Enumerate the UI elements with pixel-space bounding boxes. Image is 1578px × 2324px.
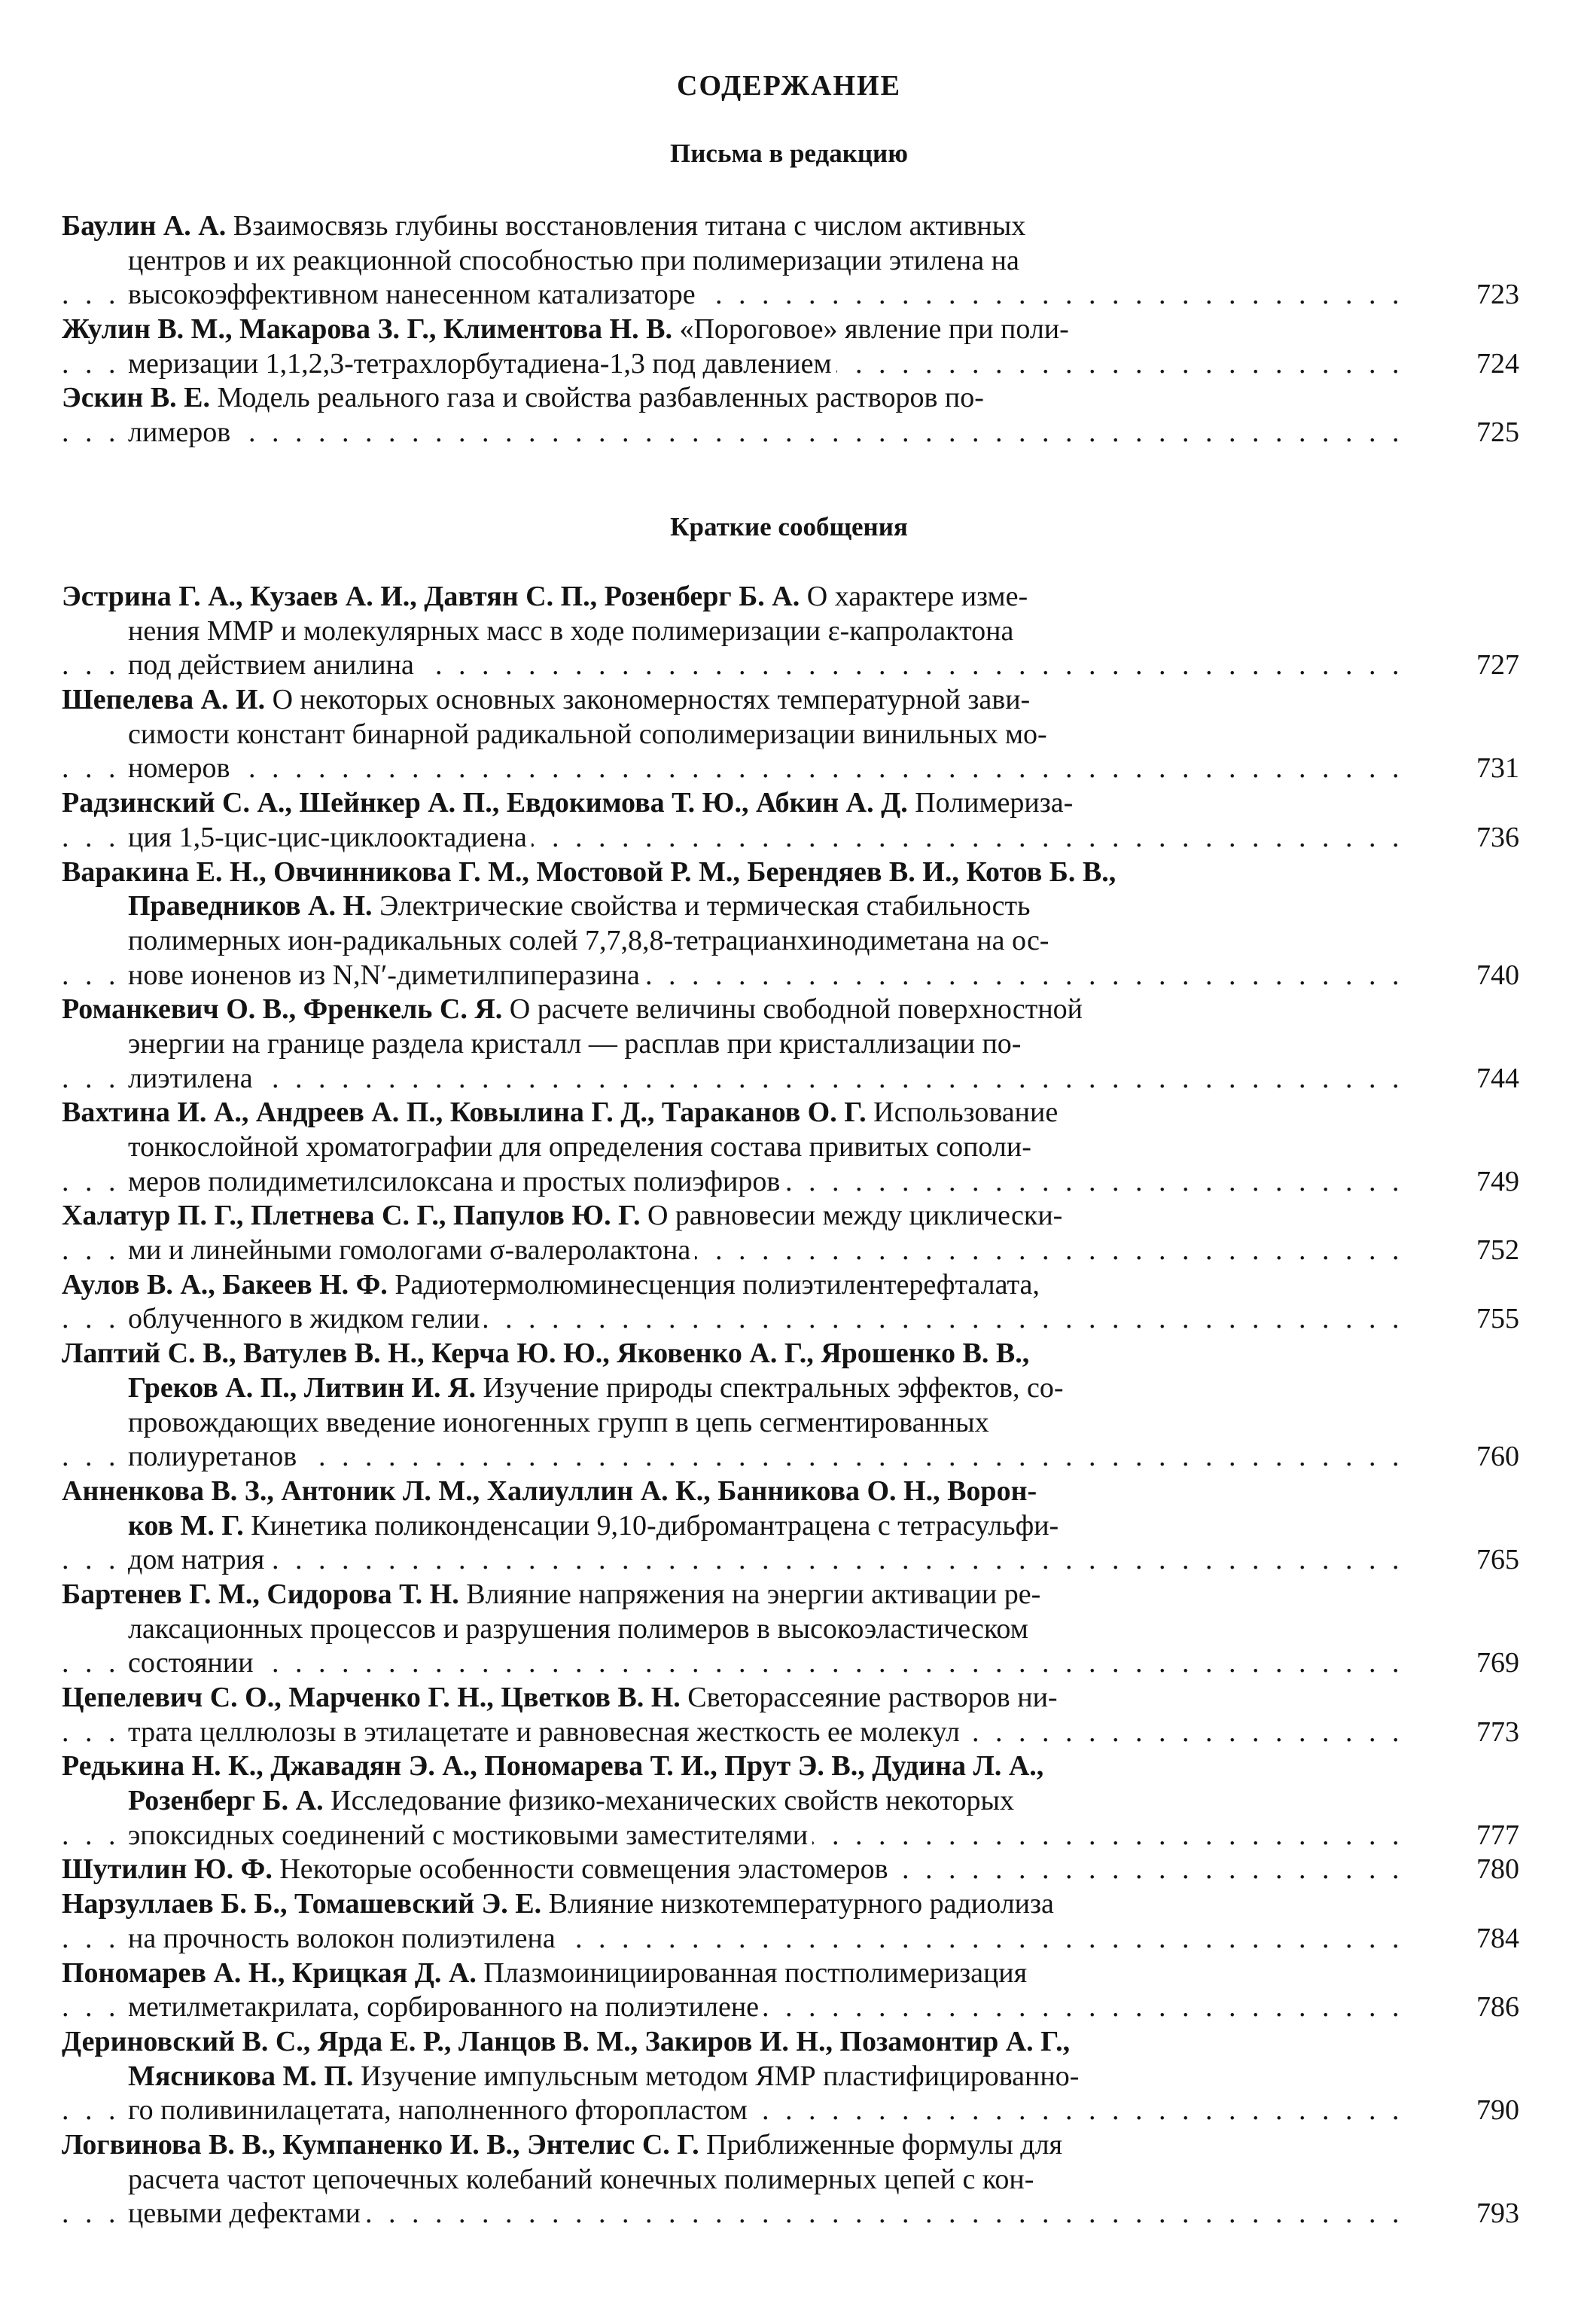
entry-page-number: 777 [1436, 1819, 1519, 1853]
toc-entry-line [62, 924, 1519, 959]
entry-title-text: цевыми дефектами [128, 2197, 361, 2230]
toc-entry-line [62, 1922, 1519, 1956]
entry-title-text: Взаимосвязь глубины восстановления титана с числом активных [233, 210, 1026, 242]
toc-entry-line [62, 1062, 1519, 1096]
toc-entry [62, 1956, 1519, 2025]
entry-page-number: 755 [1436, 1302, 1519, 1337]
toc-entry-line [62, 209, 1519, 244]
entry-page-number: 736 [1436, 821, 1519, 855]
toc-entry-line [62, 1165, 1519, 1200]
toc-entry-line [62, 1130, 1519, 1165]
toc-entry-line [62, 1199, 1519, 1234]
toc-entry-line [62, 683, 1519, 718]
toc-entry [62, 855, 1519, 993]
entry-title-text: «Пороговое» явление при поли- [679, 313, 1069, 346]
entry-title-text: состоянии [128, 1647, 254, 1679]
entry-title-text: на прочность волокон полиэтилена [128, 1922, 556, 1954]
entry-title-text: О равновесии между циклически- [647, 1200, 1063, 1232]
entry-authors: Эскин В. Е. [62, 382, 211, 414]
entry-page-number: 773 [1436, 1716, 1519, 1750]
toc-entry-line [62, 1475, 1519, 1509]
toc-entry-line [62, 1371, 1519, 1406]
toc-entry [62, 1096, 1519, 1199]
toc-entry-line [62, 1509, 1519, 1544]
entry-page-number: 727 [1436, 648, 1519, 683]
toc-entry-line [62, 1268, 1519, 1303]
toc-entry [62, 786, 1519, 855]
entry-authors: Редькина Н. К., Джавадян Э. А., Пономарева Т. И., Прут Э. В., Дудина Л. А., [62, 1750, 1044, 1783]
entry-authors: Варакина Е. Н., Овчинникова Г. М., Мостовой Р. М., Берендяев В. И., Котов Б. В., [62, 855, 1116, 888]
toc-entry [62, 1853, 1519, 1887]
entry-title-text: ция 1,5-цис-цис-циклооктадиена [128, 821, 527, 853]
page-title: СОДЕРЖАНИЕ [677, 70, 901, 102]
entry-authors: Бартенев Г. М., Сидорова Т. Н. [62, 1578, 459, 1610]
toc-entry [62, 1337, 1519, 1475]
toc-entry-line [62, 1819, 1519, 1853]
entry-authors: Вахтина И. А., Андреев А. П., Ковылина Г. Д., Тараканов О. Г. [62, 1096, 867, 1129]
toc-entry [62, 1199, 1519, 1267]
entry-authors: Анненкова В. З., Антоник Л. М., Халиуллин А. К., Банникова О. Н., Ворон- [62, 1475, 1037, 1507]
toc-entry-line [62, 2025, 1519, 2060]
toc-entry-line [62, 615, 1519, 649]
entry-title-text: О характере изме- [806, 581, 1028, 612]
toc-entry [62, 2025, 1519, 2128]
toc-entry-line [62, 313, 1519, 347]
entry-page-number: 793 [1436, 2197, 1519, 2231]
entry-authors-continued: Розенберг Б. А. [128, 1785, 324, 1817]
toc-entry [62, 1578, 1519, 1681]
toc-entry-line [62, 1716, 1519, 1750]
entry-title-text: лиэтилена [128, 1062, 253, 1094]
entry-title-text: номеров [128, 752, 230, 785]
toc-entry-line [62, 889, 1519, 924]
entry-title-text: Кинетика поликонденсации 9,10-дибромантрацена с тетрасульфи- [251, 1509, 1059, 1542]
entry-title-text: нения ММР и молекулярных масс в ходе полимеризации ε-капролактона [128, 615, 1014, 647]
entry-title-text: Светорассеяние растворов ни- [687, 1682, 1058, 1713]
section-title-short-communications: Краткие сообщения [670, 512, 908, 541]
entry-title-text: Некоторые особенности совмещения эластомеров [279, 1853, 888, 1886]
toc-entry-line [62, 1990, 1519, 2025]
toc-entry-line [62, 1784, 1519, 1819]
entry-title-text: под действием анилина [128, 649, 414, 682]
entry-title-text: полиуретанов [128, 1441, 297, 1473]
entry-title-text: энергии на границе раздела кристалл — расплав при кристаллизации по- [128, 1027, 1022, 1060]
toc-entry-line [62, 1096, 1519, 1130]
entry-page-number: 723 [1436, 278, 1519, 313]
entry-title-text: меров полидиметилсилоксана и простых полиэфиров [128, 1165, 781, 1197]
entry-title-text: Изучение импульсным методом ЯМР пластифицированно- [360, 2060, 1080, 2092]
toc-entry-line [62, 855, 1519, 890]
entry-title-text: тонкослойной хроматографии для определения состава привитых сополи- [128, 1131, 1031, 1163]
entry-page-number: 790 [1436, 2094, 1519, 2128]
entry-title-text: О некоторых основных закономерностях температурной зави- [272, 684, 1031, 716]
entry-page-number: 725 [1436, 416, 1519, 450]
toc-entry-line [62, 993, 1519, 1027]
entry-title-text: Влияние низкотемпературного радиолиза [548, 1888, 1054, 1920]
entry-title-text: Влияние напряжения на энергии активации ре- [466, 1578, 1041, 1610]
toc-entry-line [62, 1234, 1519, 1268]
toc-entry-line [62, 1646, 1519, 1681]
entry-title-text: Изучение природы спектральных эффектов, со- [483, 1371, 1064, 1404]
entry-title-text: О расчете величины свободной поверхностной [509, 993, 1083, 1026]
toc-entry-line [62, 786, 1519, 821]
entry-page-number: 740 [1436, 959, 1519, 993]
toc-entry-line [62, 278, 1519, 313]
entry-authors-continued: Праведников А. Н. [128, 890, 373, 923]
entry-authors: Аулов В. А., Бакеев Н. Ф. [62, 1268, 388, 1301]
entry-authors-continued: ков М. Г. [128, 1509, 244, 1542]
toc-entry-line [62, 821, 1519, 855]
entry-title-text: лимеров [128, 416, 231, 449]
toc-entry [62, 1475, 1519, 1578]
toc-entry [62, 1749, 1519, 1853]
entry-title-text: Плазмоинициированная постполимеризация [483, 1956, 1028, 1989]
entry-title-text: лаксационных процессов и разрушения полимеров в высокоэластическом [128, 1612, 1028, 1645]
toc-entry-line [62, 1578, 1519, 1612]
entry-title-text: дом натрия [128, 1544, 265, 1576]
entry-authors: Лаптий С. В., Ватулев В. Н., Керча Ю. Ю., Яковенко А. Г., Ярошенко В. В., [62, 1337, 1030, 1370]
toc-entry-line [62, 347, 1519, 382]
toc-entry-line [62, 1956, 1519, 1991]
entry-authors: Халатур П. Г., Плетнева С. Г., Папулов Ю. Г. [62, 1200, 641, 1232]
entry-authors: Баулин А. А. [62, 210, 227, 242]
toc-entry [62, 381, 1519, 450]
entry-authors: Дериновский В. С., Ярда Е. Р., Ланцов В. М., Закиров И. Н., Позамонтир А. Г., [62, 2025, 1071, 2057]
toc-entry-line [62, 1406, 1519, 1441]
toc-entry-line [62, 1302, 1519, 1337]
toc-entry-line [62, 2163, 1519, 2197]
entry-page-number: 786 [1436, 1990, 1519, 2025]
entry-title-text: Модель реального газа и свойства разбавленных растворов по- [217, 382, 984, 414]
entry-title-text: облученного в жидком гелии [128, 1303, 480, 1335]
entry-authors: Романкевич О. В., Френкель С. Я. [62, 993, 503, 1026]
toc-entry-line [62, 1887, 1519, 1922]
entry-authors: Радзинский С. А., Шейнкер А. П., Евдокимова Т. Ю., Абкин А. Д. [62, 787, 908, 819]
entry-page-number: 760 [1436, 1440, 1519, 1475]
toc-entry-line [62, 1612, 1519, 1647]
entry-page-number: 749 [1436, 1165, 1519, 1200]
toc-entry-line [62, 2197, 1519, 2231]
entry-title-text: центров и их реакционной способностью при полимеризации этилена на [128, 244, 1019, 276]
entry-title-text: эпоксидных соединений с мостиковыми заместителями [128, 1819, 809, 1851]
toc-entry [62, 209, 1519, 313]
toc-entry-line [62, 244, 1519, 279]
toc-entry-line [62, 2060, 1519, 2094]
toc-entry-line [62, 2128, 1519, 2163]
entry-page-number: 724 [1436, 347, 1519, 382]
entry-title-text: метилметакрилата, сорбированного на полиэтилене [128, 1991, 760, 2024]
entry-title-text: Радиотермолюминесценция полиэтилентерефталата, [394, 1268, 1040, 1301]
entry-page-number: 731 [1436, 752, 1519, 786]
toc-entry-line [62, 1749, 1519, 1784]
entry-authors: Пономарев А. Н., Крицкая Д. А. [62, 1956, 477, 1989]
entry-title-text: го поливинилацетата, наполненного фторопластом [128, 2094, 748, 2127]
entry-title-text: Исследование физико-механических свойств некоторых [331, 1785, 1015, 1817]
toc-entry [62, 1681, 1519, 1749]
entry-title-text: Полимериза- [915, 787, 1074, 819]
entry-title-text: высокоэффективном нанесенном катализаторе [128, 279, 696, 311]
entry-title-text: меризации 1,1,2,3-тетрахлорбутадиена-1,3 под давлением [128, 347, 832, 380]
entry-authors: Нарзуллаев Б. Б., Томашевский Э. Е. [62, 1888, 542, 1920]
entry-authors: Шутилин Ю. Ф. [62, 1853, 273, 1886]
entry-authors: Жулин В. М., Макарова З. Г., Климентова Н. В. [62, 313, 672, 346]
toc-entry-line [62, 1681, 1519, 1716]
entry-title-text: Приближенные формулы для [706, 2128, 1063, 2161]
entry-authors: Логвинова В. В., Кумпаненко И. В., Энтелис С. Г. [62, 2128, 699, 2161]
entry-authors: Эстрина Г. А., Кузаев А. И., Давтян С. П., Розенберг Б. А. [62, 581, 800, 612]
entry-authors-continued: Мясникова М. П. [128, 2060, 354, 2092]
entry-page-number: 752 [1436, 1234, 1519, 1268]
entry-authors: Шепелева А. И. [62, 684, 266, 716]
toc-entry [62, 580, 1519, 683]
toc-entry-line [62, 381, 1519, 416]
entry-page-number: 784 [1436, 1922, 1519, 1956]
toc-entry-line [62, 1027, 1519, 1062]
entry-title-text: расчета частот цепочечных колебаний конечных полимерных цепей с кон- [128, 2163, 1034, 2195]
toc-entry-line [62, 580, 1519, 615]
toc-entry-line [62, 2094, 1519, 2128]
entry-title-text: нове ионенов из N,N′-диметилпиперазина [128, 959, 640, 991]
entry-title-text: Электрические свойства и термическая стабильность [379, 890, 1031, 923]
entry-title-text: провождающих введение ионогенных групп в цепь сегментированных [128, 1406, 989, 1438]
entry-authors: Цепелевич С. О., Марченко Г. Н., Цветков В. Н. [62, 1682, 681, 1713]
toc-entry-line [62, 416, 1519, 450]
entry-page-number: 744 [1436, 1062, 1519, 1096]
entry-title-text: трата целлюлозы в этилацетате и равновесная жесткость ее молекул [128, 1716, 960, 1748]
toc-entry-line [62, 648, 1519, 683]
toc-entry-line [62, 1543, 1519, 1578]
toc-entry-line [62, 1440, 1519, 1475]
entry-title-text: Использование [873, 1096, 1059, 1129]
entry-title-text: симости констант бинарной радикальной сополимеризации винильных мо- [128, 718, 1047, 750]
entry-authors-continued: Греков А. П., Литвин И. Я. [128, 1371, 476, 1404]
section-title-letters: Письма в редакцию [670, 139, 908, 168]
entry-page-number: 765 [1436, 1543, 1519, 1578]
entry-title-text: ми и линейными гомологами σ-валеролактона [128, 1234, 691, 1267]
toc-entry [62, 2128, 1519, 2231]
entry-page-number: 780 [1436, 1853, 1519, 1887]
toc-entry-line [62, 718, 1519, 752]
toc-entry [62, 1268, 1519, 1337]
toc-entry-line [62, 959, 1519, 993]
toc-entry [62, 313, 1519, 381]
entry-title-text: полимерных ион-радикальных солей 7,7,8,8-тетрацианхинодиметана на ос- [128, 924, 1049, 956]
toc-entry [62, 1887, 1519, 1956]
toc-entry [62, 683, 1519, 786]
section-short-communications-entries [62, 580, 1519, 2231]
section-letters-entries [62, 209, 1519, 450]
toc-entry [62, 993, 1519, 1096]
toc-entry-line [62, 1853, 1519, 1887]
toc-entry-line [62, 752, 1519, 786]
toc-entry-line [62, 1337, 1519, 1371]
entry-page-number: 769 [1436, 1646, 1519, 1681]
